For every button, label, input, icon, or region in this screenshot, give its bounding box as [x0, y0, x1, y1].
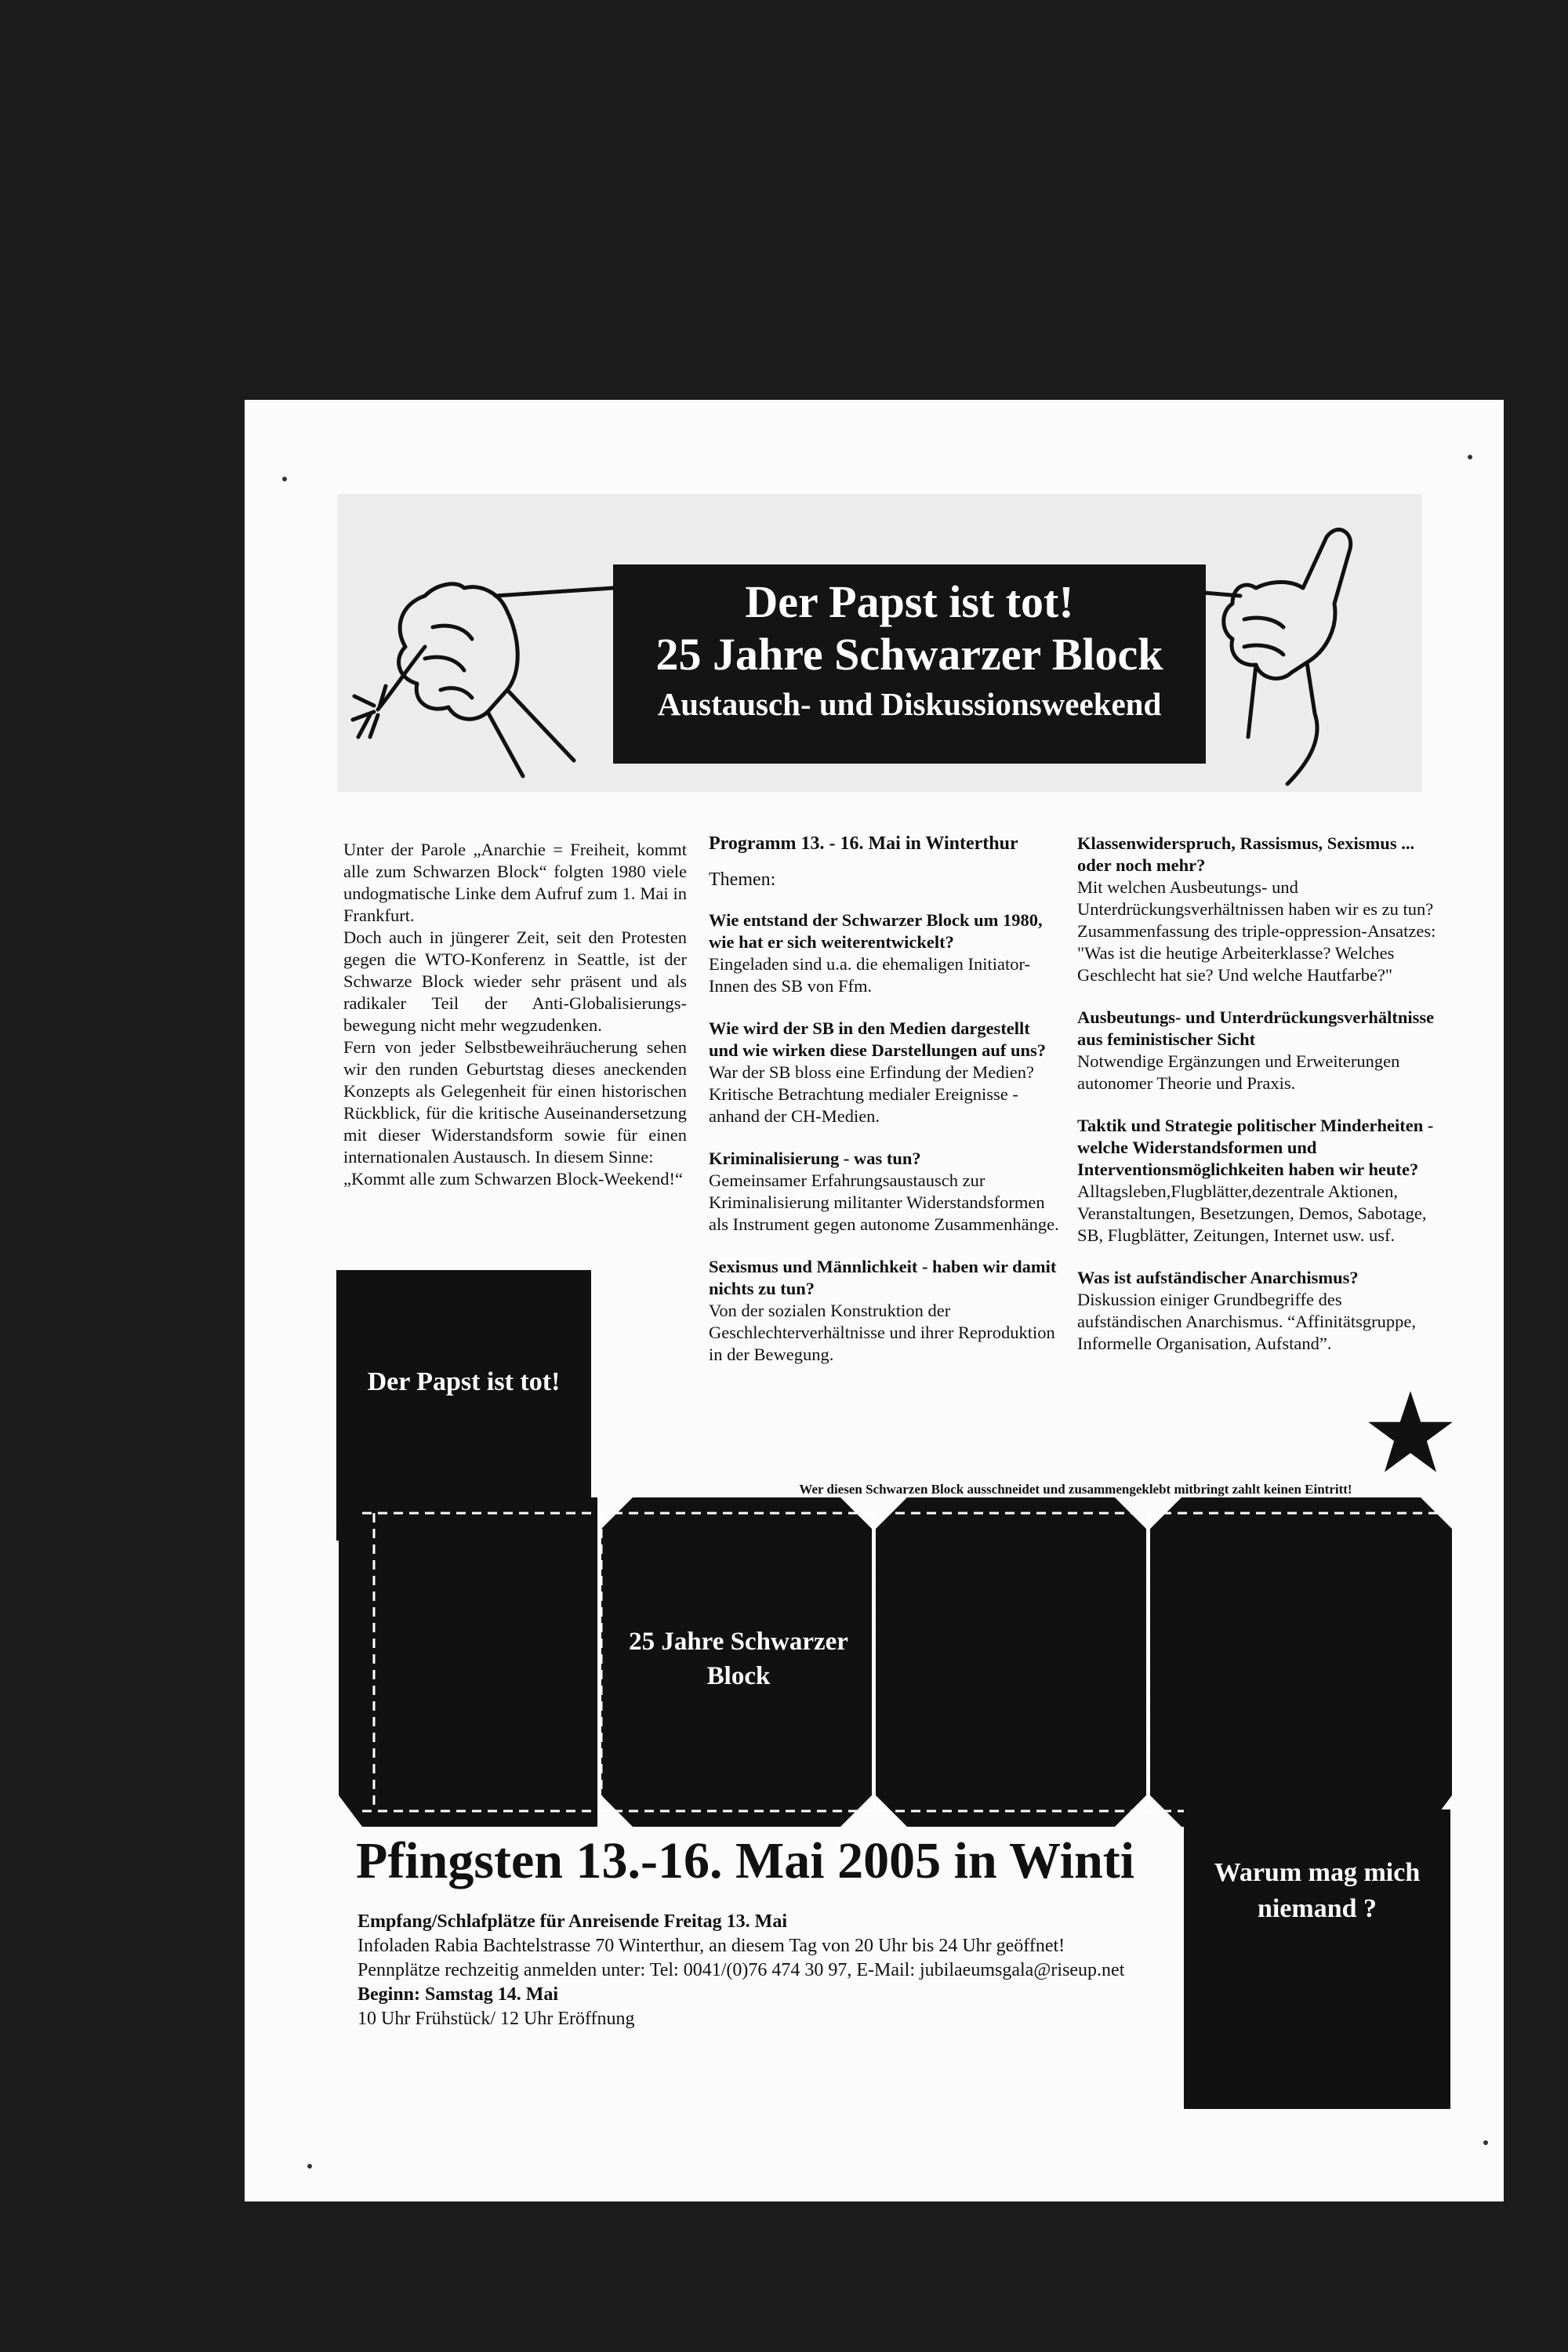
themen-label: Themen: — [709, 869, 776, 890]
topic-heading: Wie wird der SB in den Medien dargestellt und wie wirken diese Darstellungen auf uns? — [709, 1018, 1047, 1060]
programm-column — [709, 833, 1060, 1366]
title-line-2: 25 Jahre Schwarzer Block — [655, 629, 1163, 680]
topic-text: Mit welchen Ausbeutungs- und Unterdrückungsverhältnissen haben wir es zu tun? Zusammenfassung des triple-oppression-Ansatzes: "Was ist die heutige Arbeiterklasse? Welches Geschlecht hat sie? Und welche Hautfarbe?" — [1077, 877, 1436, 985]
flyer-sheet — [245, 400, 1504, 2201]
cutout-note: Wer diesen Schwarzen Block ausschneidet und zusammengeklebt mitbringt zahlt keinen Eintritt! — [799, 1482, 1352, 1497]
arrival-location: Infoladen Rabia Bachtelstrasse 70 Winterthur, an diesem Tag von 20 Uhr bis 24 Uhr geöffnet! — [358, 1936, 1065, 1956]
intro-paragraph: Unter der Parole „Anarchie = Freiheit, kommt alle zum Schwarzen Block“ folgten 1980 viele undogmatische Linke dem Aufruf zum 1. Mai in Frankfurt. — [343, 840, 687, 925]
title-line-3: Austausch- und Diskussionsweekend — [657, 686, 1162, 722]
left-fist-icon — [339, 510, 621, 800]
topic-text: Diskussion einiger Grundbegriffe des aufständischen Anarchismus. “Affinitätsgruppe, Informelle Organisation, Aufstand”. — [1077, 1290, 1416, 1353]
cube-top-text: Der Papst ist tot! — [367, 1367, 561, 1396]
topic-heading: Wie entstand der Schwarzer Block um 1980, wie hat er sich weiterentwickelt? — [709, 910, 1043, 952]
topic-text: Notwendige Ergänzungen und Erweiterungen autonomer Theorie und Praxis. — [1077, 1051, 1400, 1093]
start-heading: Beginn: Samstag 14. Mai — [358, 1984, 559, 2005]
cube-front-text: 25 Jahre Schwarzer Block — [629, 1628, 848, 1690]
cube-net — [339, 1497, 1463, 1827]
event-headline: Pfingsten 13.-16. Mai 2005 in Winti — [356, 1832, 1135, 1889]
themes-column — [1077, 833, 1439, 1355]
start-schedule: 10 Uhr Frühstück/ 12 Uhr Eröffnung — [358, 2009, 635, 2029]
topic-text: War der SB bloss eine Erfindung der Medien? Kritische Betrachtung medialer Ereignisse - anhand der CH-Medien. — [709, 1062, 1034, 1126]
topic-heading: Kriminalisierung - was tun? — [709, 1149, 921, 1168]
arrival-heading: Empfang/Schlafplätze für Anreisende Freitag 13. Mai — [358, 1911, 787, 1932]
topic-heading: Sexismus und Männlichkeit - haben wir damit nichts zu tun? — [709, 1257, 1057, 1298]
topic-text: Von der sozialen Konstruktion der Geschlechterverhältnisse und ihrer Reproduktion in der Bewegung. — [709, 1301, 1055, 1364]
cube-bottom-text: Warum mag mich niemand ? — [1214, 1858, 1421, 1923]
cube-bottom-face — [1184, 1809, 1450, 2109]
topic-heading: Taktik und Strategie politischer Minderheiten - welche Widerstandsformen und Interventionsmöglichkeiten haben wir heute? — [1077, 1116, 1434, 1179]
topic-text: Alltagsleben,Flugblätter,dezentrale Aktionen, Veranstaltungen, Besetzungen, Demos, Sabotage, SB, Flugblätter, Zeitungen, Internet usw. usf. — [1077, 1181, 1427, 1245]
event-info — [358, 1910, 1181, 2031]
programm-title: Programm 13. - 16. Mai in Winterthur — [709, 833, 1018, 854]
topic-text: Gemeinsamer Erfahrungsaustausch zur Kriminalisierung militanter Widerstandsformen als Instrument gegen autonome Zusammenhänge. — [709, 1171, 1059, 1234]
intro-paragraph: „Kommt alle zum Schwarzen Block-Weekend!“ — [343, 1169, 684, 1189]
title-line-1: Der Papst ist tot! — [745, 576, 1074, 627]
topic-text: Eingeladen sind u.a. die ehemaligen Initiator-Innen des SB von Ffm. — [709, 954, 1031, 996]
intro-column — [343, 839, 687, 1190]
topic-heading: Ausbeutungs- und Unterdrückungsverhältnisse aus feministischer Sicht — [1077, 1007, 1435, 1049]
topic-heading: Was ist aufständischer Anarchismus? — [1077, 1268, 1359, 1287]
title-box — [613, 564, 1206, 764]
intro-paragraph: Fern von jeder Selbstbeweihräucherung sehen wir den runden Geburtstag dieses aneckenden Konzepts als Gelegenheit für einen historischen Rückblick, für die kritische Auseinandersetzung mit dieser Widerstandsform sowie für einen internationalen Austausch. In diesem Sinne: — [343, 1037, 687, 1167]
star-icon — [1367, 1389, 1454, 1475]
topic-heading: Klassenwiderspruch, Rassismus, Sexismus ... oder noch mehr? — [1077, 833, 1415, 875]
registration-contact: Pennplätze rechzeitig anmelden unter: Tel: 0041/(0)76 474 30 97, E-Mail: jubilaeumsgala@riseup.net — [358, 1960, 1125, 1980]
intro-paragraph: Doch auch in jüngerer Zeit, seit den Protesten gegen die WTO-Konferenz in Seattle, ist der Schwarze Block wieder sehr präsent und als radikaler Teil der Anti-Globalisierungs-bewegung nicht mehr wegzudenken. — [343, 927, 687, 1035]
